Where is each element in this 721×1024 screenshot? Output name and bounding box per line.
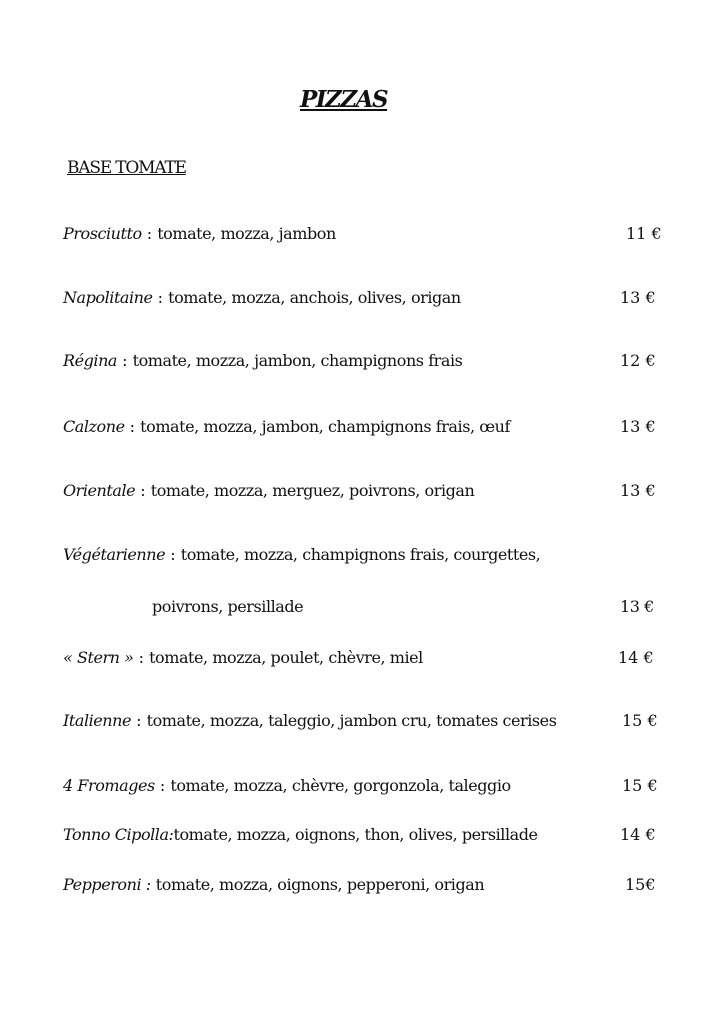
item-description: tomate, mozza, anchois, olives, origan xyxy=(168,288,461,307)
menu-item xyxy=(63,224,663,250)
menu-item xyxy=(63,875,663,901)
item-description: tomate, mozza, taleggio, jambon cru, tomates cerises xyxy=(146,711,557,730)
menu-item xyxy=(63,711,663,737)
item-description: tomate, mozza, oignons, pepperoni, origan xyxy=(155,875,485,894)
item-name: Calzone xyxy=(63,417,125,436)
item-separator: : xyxy=(152,288,169,307)
item-separator: : xyxy=(117,351,133,370)
item-name: « Stern » xyxy=(63,648,134,667)
section-heading: BASE TOMATE xyxy=(67,158,186,178)
item-price: 15 € xyxy=(622,776,658,795)
item-separator: : xyxy=(124,417,141,436)
item-price: 14 € xyxy=(618,648,654,667)
item-price: 13 € xyxy=(620,597,654,616)
item-description: tomate, mozza, champignons frais, courgettes, xyxy=(180,545,541,564)
item-name: Végétarienne xyxy=(63,545,166,564)
item-price: 11 € xyxy=(626,224,662,243)
page-title: PIZZAS xyxy=(300,86,388,113)
item-separator: : xyxy=(131,711,147,730)
item-name: 4 Fromages xyxy=(63,776,155,795)
item-description: tomate, mozza, jambon xyxy=(157,224,336,243)
item-price: 15€ xyxy=(625,875,656,894)
item-description: tomate, mozza, chèvre, gorgonzola, taleggio xyxy=(170,776,511,795)
item-description: tomate, mozza, jambon, champignons frais xyxy=(132,351,463,370)
menu-item xyxy=(63,481,663,507)
item-description: tomate, mozza, oignons, thon, olives, persillade xyxy=(173,825,538,844)
item-name: Prosciutto xyxy=(63,224,142,243)
item-name: Pepperoni : xyxy=(63,875,151,894)
item-name: Régina xyxy=(63,351,118,370)
menu-item-continuation xyxy=(152,597,663,623)
menu-item xyxy=(63,351,663,377)
item-separator: : xyxy=(135,481,151,500)
item-price: 13 € xyxy=(620,481,656,500)
item-separator: : xyxy=(141,224,158,243)
item-price: 12 € xyxy=(620,351,656,370)
menu-item xyxy=(63,776,663,802)
menu-item xyxy=(63,417,663,443)
item-description-continuation: poivrons, persillade xyxy=(152,597,304,616)
item-description: tomate, mozza, poulet, chèvre, miel xyxy=(149,648,423,667)
item-name: Tonno Cipolla: xyxy=(63,825,174,844)
item-separator: : xyxy=(165,545,181,564)
item-name: Italienne xyxy=(63,711,132,730)
item-name: Orientale xyxy=(63,481,136,500)
menu-item xyxy=(63,825,663,851)
item-name: Napolitaine xyxy=(63,288,153,307)
item-price: 13 € xyxy=(620,288,656,307)
menu-item xyxy=(63,288,663,314)
menu-item xyxy=(63,648,663,674)
item-description: tomate, mozza, jambon, champignons frais, œuf xyxy=(140,417,510,436)
item-description: tomate, mozza, merguez, poivrons, origan xyxy=(150,481,475,500)
item-separator: : xyxy=(133,648,150,667)
item-price: 13 € xyxy=(620,417,656,436)
item-separator: : xyxy=(154,776,171,795)
item-price: 15 € xyxy=(622,711,658,730)
menu-item xyxy=(63,545,663,571)
item-price: 14 € xyxy=(620,825,656,844)
